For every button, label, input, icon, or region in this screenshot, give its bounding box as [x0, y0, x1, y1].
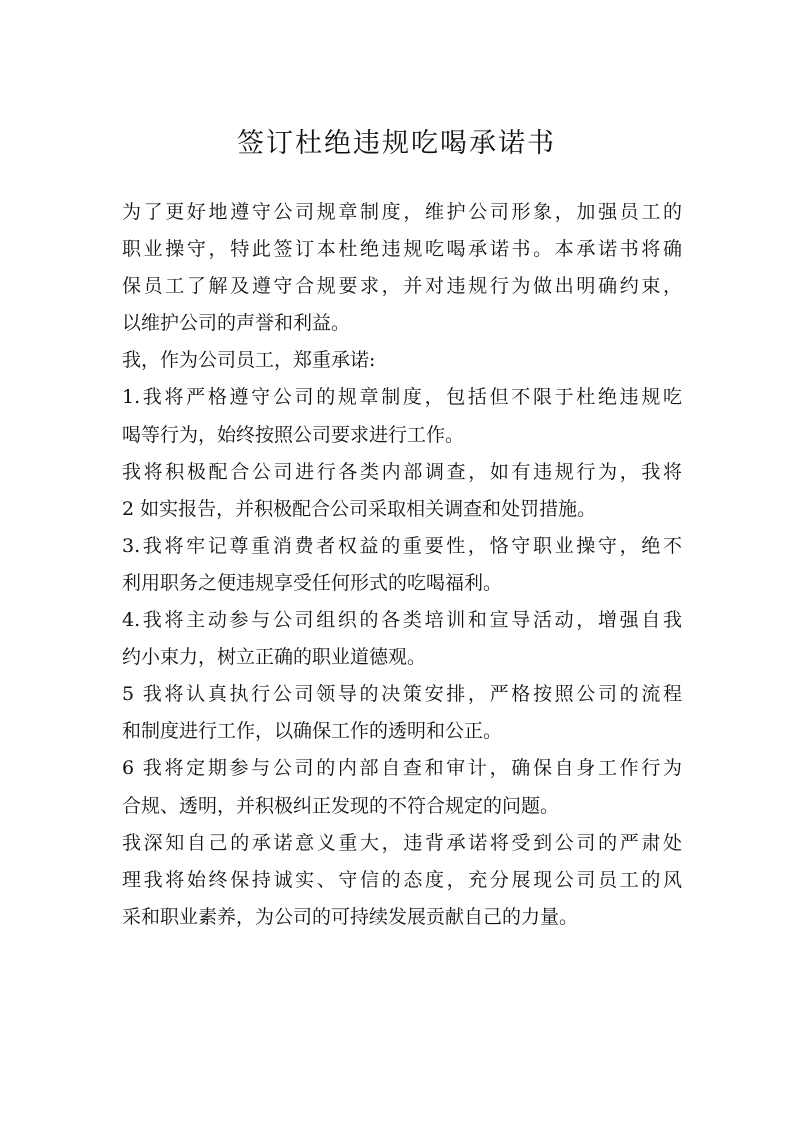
- text-line: 我将积极配合公司进行各类内部调查，如有违规行为，我将: [122, 460, 682, 483]
- text-line: 合规、透明，并积极纠正发现的不符合规定的问题。: [122, 794, 560, 817]
- text-line: 采和职业素养，为公司的可持续发展贡献自己的力量。: [122, 905, 579, 928]
- document-title: 签订杜绝违规吃喝承诺书: [237, 128, 556, 159]
- text-line: 2 如实报告，并积极配合公司采取相关调查和处罚措施。: [122, 497, 597, 520]
- text-line: 喝等行为，始终按照公司要求进行工作。: [122, 423, 465, 446]
- text-line: 职业操守，特此签订本杜绝违规吃喝承诺书。本承诺书将确: [122, 238, 682, 261]
- pledge-lead-paragraph: [122, 342, 682, 379]
- pledge-item-3: [122, 528, 682, 602]
- pledge-item-5: [122, 676, 682, 750]
- intro-paragraph: [122, 194, 682, 342]
- text-line: 5 我将认真执行公司领导的决策安排，严格按照公司的流程: [122, 683, 682, 706]
- text-line: 6 我将定期参与公司的内部自查和审计，确保自身工作行为: [122, 757, 682, 780]
- text-line: 约小束力，树立正确的职业道德观。: [122, 646, 427, 669]
- pledge-item-6: [122, 750, 682, 824]
- text-line: 4.我将主动参与公司组织的各类培训和宣导活动，增强自我: [122, 609, 682, 632]
- pledge-item-4: [122, 602, 682, 676]
- pledge-item-2: [122, 454, 682, 528]
- text-line: 以维护公司的声誉和利益。: [122, 312, 351, 335]
- text-line: 我深知自己的承诺意义重大，违背承诺将受到公司的严肃处: [122, 831, 682, 854]
- text-line: 和制度进行工作，以确保工作的透明和公正。: [122, 720, 503, 743]
- text-line: 1.我将严格遵守公司的规章制度，包括但不限于杜绝违规吃: [122, 386, 682, 409]
- text-line: 利用职务之便违规享受任何形式的吃喝福利。: [122, 571, 503, 594]
- text-line: 为了更好地遵守公司规章制度，维护公司形象，加强员工的: [122, 201, 682, 223]
- closing-paragraph: [122, 825, 682, 936]
- text-line: 理我将始终保持诚实、守信的态度，充分展现公司员工的风: [122, 868, 682, 891]
- pledge-item-1: [122, 379, 682, 453]
- document-body: [122, 194, 682, 936]
- text-line: 3.我将牢记尊重消费者权益的重要性，恪守职业操守，绝不: [122, 534, 682, 557]
- text-line: 保员工了解及遵守合规要求，并对违规行为做出明确约束，: [122, 275, 682, 298]
- text-line: 我，作为公司员工，郑重承诺:: [122, 349, 376, 372]
